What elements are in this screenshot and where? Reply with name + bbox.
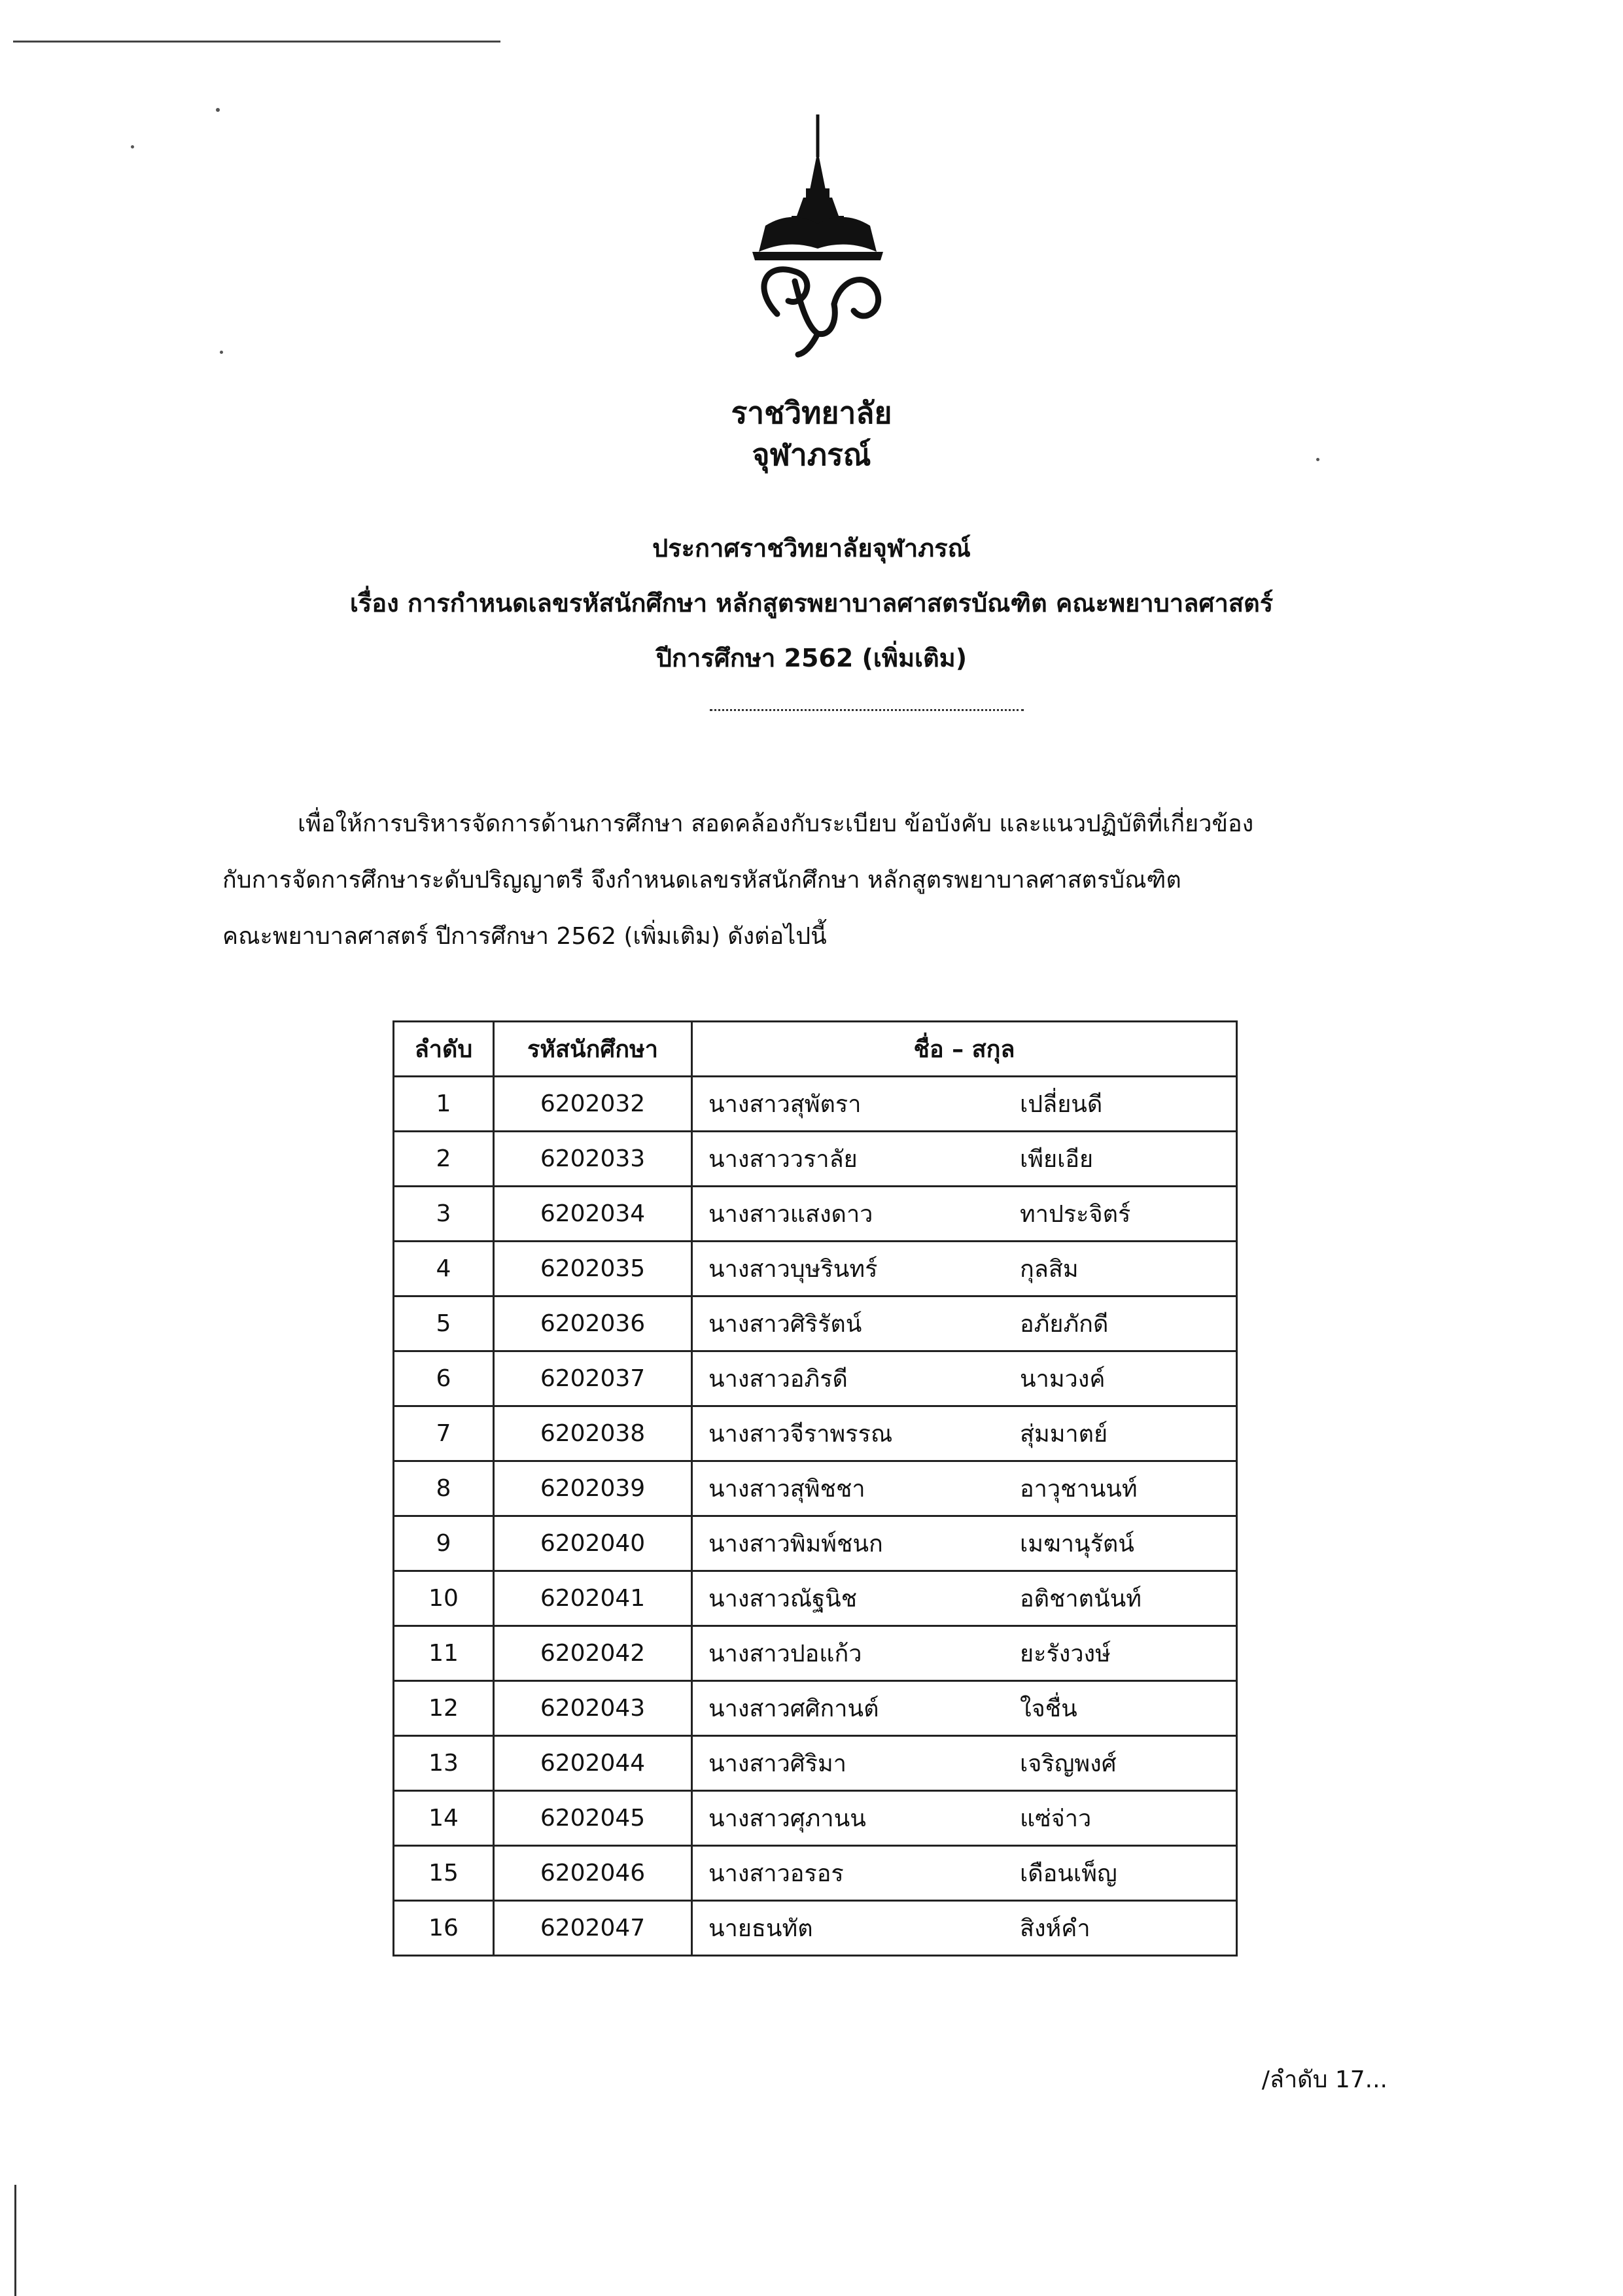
row-full-name	[692, 1901, 1237, 1956]
table-row	[394, 1736, 1237, 1791]
row-full-name	[692, 1242, 1237, 1296]
row-full-name	[692, 1461, 1237, 1516]
body-paragraph-line: เพื่อให้การบริหารจัดการด้านการศึกษา สอดคล้องกับระเบียบ ข้อบังคับ และแนวปฏิบัติที่เกี่ยวข้อง	[298, 810, 1254, 837]
row-order: 13	[394, 1736, 494, 1791]
announcement-year: ปีการศึกษา 2562 (เพิ่มเติม)	[655, 644, 968, 672]
announcement-subject: เรื่อง การกำหนดเลขรหัสนักศึกษา หลักสูตรพยาบาลศาสตรบัณฑิต คณะพยาบาลศาสตร์	[349, 589, 1274, 617]
row-full-name	[692, 1351, 1237, 1406]
row-student-id: 6202044	[494, 1736, 692, 1791]
scan-speck	[131, 145, 134, 148]
row-student-id: 6202041	[494, 1571, 692, 1626]
row-first-name: นางสาวศิริมา	[708, 1750, 846, 1777]
table-row	[394, 1626, 1237, 1681]
row-last-name: อติชาตนันท์	[1020, 1586, 1142, 1612]
row-student-id: 6202036	[494, 1296, 692, 1351]
row-first-name: นางสาวสุพิชชา	[708, 1476, 865, 1503]
table-row	[394, 1351, 1237, 1406]
row-student-id: 6202035	[494, 1242, 692, 1296]
row-first-name: นางสาววราลัย	[708, 1146, 858, 1173]
row-order: 3	[394, 1187, 494, 1242]
row-full-name	[692, 1296, 1237, 1351]
row-order: 4	[394, 1242, 494, 1296]
row-student-id: 6202047	[494, 1901, 692, 1956]
row-last-name: อาวุชานนท์	[1020, 1476, 1138, 1503]
row-student-id: 6202040	[494, 1516, 692, 1571]
row-order: 6	[394, 1351, 494, 1406]
row-first-name: นางสาวศุภานน	[708, 1805, 866, 1832]
row-first-name: นางสาวแสงดาว	[708, 1201, 873, 1228]
row-order: 15	[394, 1846, 494, 1901]
row-last-name: เจริญพงศ์	[1020, 1750, 1117, 1777]
row-full-name	[692, 1681, 1237, 1736]
row-student-id: 6202043	[494, 1681, 692, 1736]
institution-name-line2: จุฬาภรณ์	[752, 437, 871, 472]
scan-edge-line	[14, 2185, 16, 2296]
table-row	[394, 1406, 1237, 1461]
row-full-name	[692, 1132, 1237, 1187]
row-first-name: นายธนทัต	[708, 1915, 813, 1942]
row-first-name: นางสาวสุพัตรา	[708, 1091, 862, 1118]
row-last-name: เดือนเพ็ญ	[1020, 1860, 1117, 1887]
header-order: ลำดับ	[394, 1022, 494, 1077]
row-order: 8	[394, 1461, 494, 1516]
row-order: 1	[394, 1077, 494, 1132]
row-first-name: นางสาวศศิกานต์	[708, 1696, 879, 1722]
table-row	[394, 1516, 1237, 1571]
continuation-note: /ลำดับ 17...	[1261, 2066, 1387, 2093]
row-order: 5	[394, 1296, 494, 1351]
row-student-id: 6202039	[494, 1461, 692, 1516]
table-body	[394, 1077, 1237, 1956]
row-first-name: นางสาวอภิรดี	[708, 1366, 848, 1393]
body-paragraph-line: คณะพยาบาลศาสตร์ ปีการศึกษา 2562 (เพิ่มเติม) ดังต่อไปนี้	[222, 923, 827, 950]
table-row	[394, 1791, 1237, 1846]
table-row	[394, 1132, 1237, 1187]
row-student-id: 6202034	[494, 1187, 692, 1242]
row-student-id: 6202037	[494, 1351, 692, 1406]
row-order: 16	[394, 1901, 494, 1956]
row-last-name: เพียเอีย	[1020, 1146, 1094, 1173]
row-order: 11	[394, 1626, 494, 1681]
row-full-name	[692, 1736, 1237, 1791]
table-row	[394, 1242, 1237, 1296]
row-full-name	[692, 1187, 1237, 1242]
row-last-name: ยะรังวงษ์	[1020, 1641, 1111, 1667]
body-paragraph-line: กับการจัดการศึกษาระดับปริญญาตรี จึงกำหนดเลขรหัสนักศึกษา หลักสูตรพยาบาลศาสตรบัณฑิต	[222, 867, 1181, 894]
row-order: 12	[394, 1681, 494, 1736]
row-student-id: 6202033	[494, 1132, 692, 1187]
row-first-name: นางสาวอรอร	[708, 1860, 844, 1887]
announcement-title: ประกาศราชวิทยาลัยจุฬาภรณ์	[652, 534, 971, 563]
row-student-id: 6202046	[494, 1846, 692, 1901]
row-order: 7	[394, 1406, 494, 1461]
table-row	[394, 1846, 1237, 1901]
row-full-name	[692, 1516, 1237, 1571]
row-last-name: แซ่จ่าว	[1020, 1805, 1092, 1832]
row-student-id: 6202032	[494, 1077, 692, 1132]
table-row	[394, 1681, 1237, 1736]
row-last-name: เมฆานุรัตน์	[1020, 1531, 1134, 1557]
row-first-name: นางสาวปอแก้ว	[708, 1641, 862, 1667]
row-student-id: 6202038	[494, 1406, 692, 1461]
table-row	[394, 1077, 1237, 1132]
scan-speck	[216, 108, 220, 112]
row-last-name: ใจชื่น	[1020, 1696, 1077, 1722]
row-full-name	[692, 1846, 1237, 1901]
scan-speck	[220, 351, 223, 354]
row-last-name: ทาประจิตร์	[1020, 1201, 1131, 1228]
row-first-name: นางสาวศิริรัตน์	[708, 1311, 862, 1338]
row-first-name: นางสาวพิมพ์ชนก	[708, 1531, 883, 1557]
table-row	[394, 1187, 1237, 1242]
table-row	[394, 1461, 1237, 1516]
row-first-name: นางสาวจีราพรรณ	[708, 1421, 893, 1448]
header-student-id: รหัสนักศึกษา	[494, 1022, 692, 1077]
row-full-name	[692, 1406, 1237, 1461]
row-last-name: นามวงค์	[1020, 1366, 1106, 1393]
row-last-name: สุ่มมาตย์	[1020, 1421, 1108, 1448]
row-full-name	[692, 1571, 1237, 1626]
row-first-name: นางสาวบุษรินทร์	[708, 1256, 878, 1283]
table-row	[394, 1901, 1237, 1956]
row-last-name: เปลี่ยนดี	[1020, 1091, 1103, 1118]
table-row	[394, 1296, 1237, 1351]
row-order: 9	[394, 1516, 494, 1571]
row-full-name	[692, 1791, 1237, 1846]
row-last-name: กุลสิม	[1020, 1256, 1079, 1283]
row-order: 2	[394, 1132, 494, 1187]
row-student-id: 6202045	[494, 1791, 692, 1846]
row-full-name	[692, 1077, 1237, 1132]
dotted-divider	[710, 709, 1024, 711]
scan-edge-line	[13, 41, 500, 43]
row-last-name: อภัยภักดี	[1020, 1311, 1109, 1338]
institution-name-line1: ราชวิทยาลัย	[731, 395, 892, 430]
student-id-table	[393, 1020, 1238, 1957]
row-full-name	[692, 1626, 1237, 1681]
table-row	[394, 1571, 1237, 1626]
table-header-row	[394, 1022, 1237, 1077]
row-last-name: สิงห์คำ	[1020, 1915, 1091, 1942]
row-order: 10	[394, 1571, 494, 1626]
header-full-name: ชื่อ – สกุล	[692, 1022, 1237, 1077]
row-order: 14	[394, 1791, 494, 1846]
row-first-name: นางสาวณัฐนิช	[708, 1586, 858, 1612]
row-student-id: 6202042	[494, 1626, 692, 1681]
institution-emblem	[726, 111, 909, 386]
